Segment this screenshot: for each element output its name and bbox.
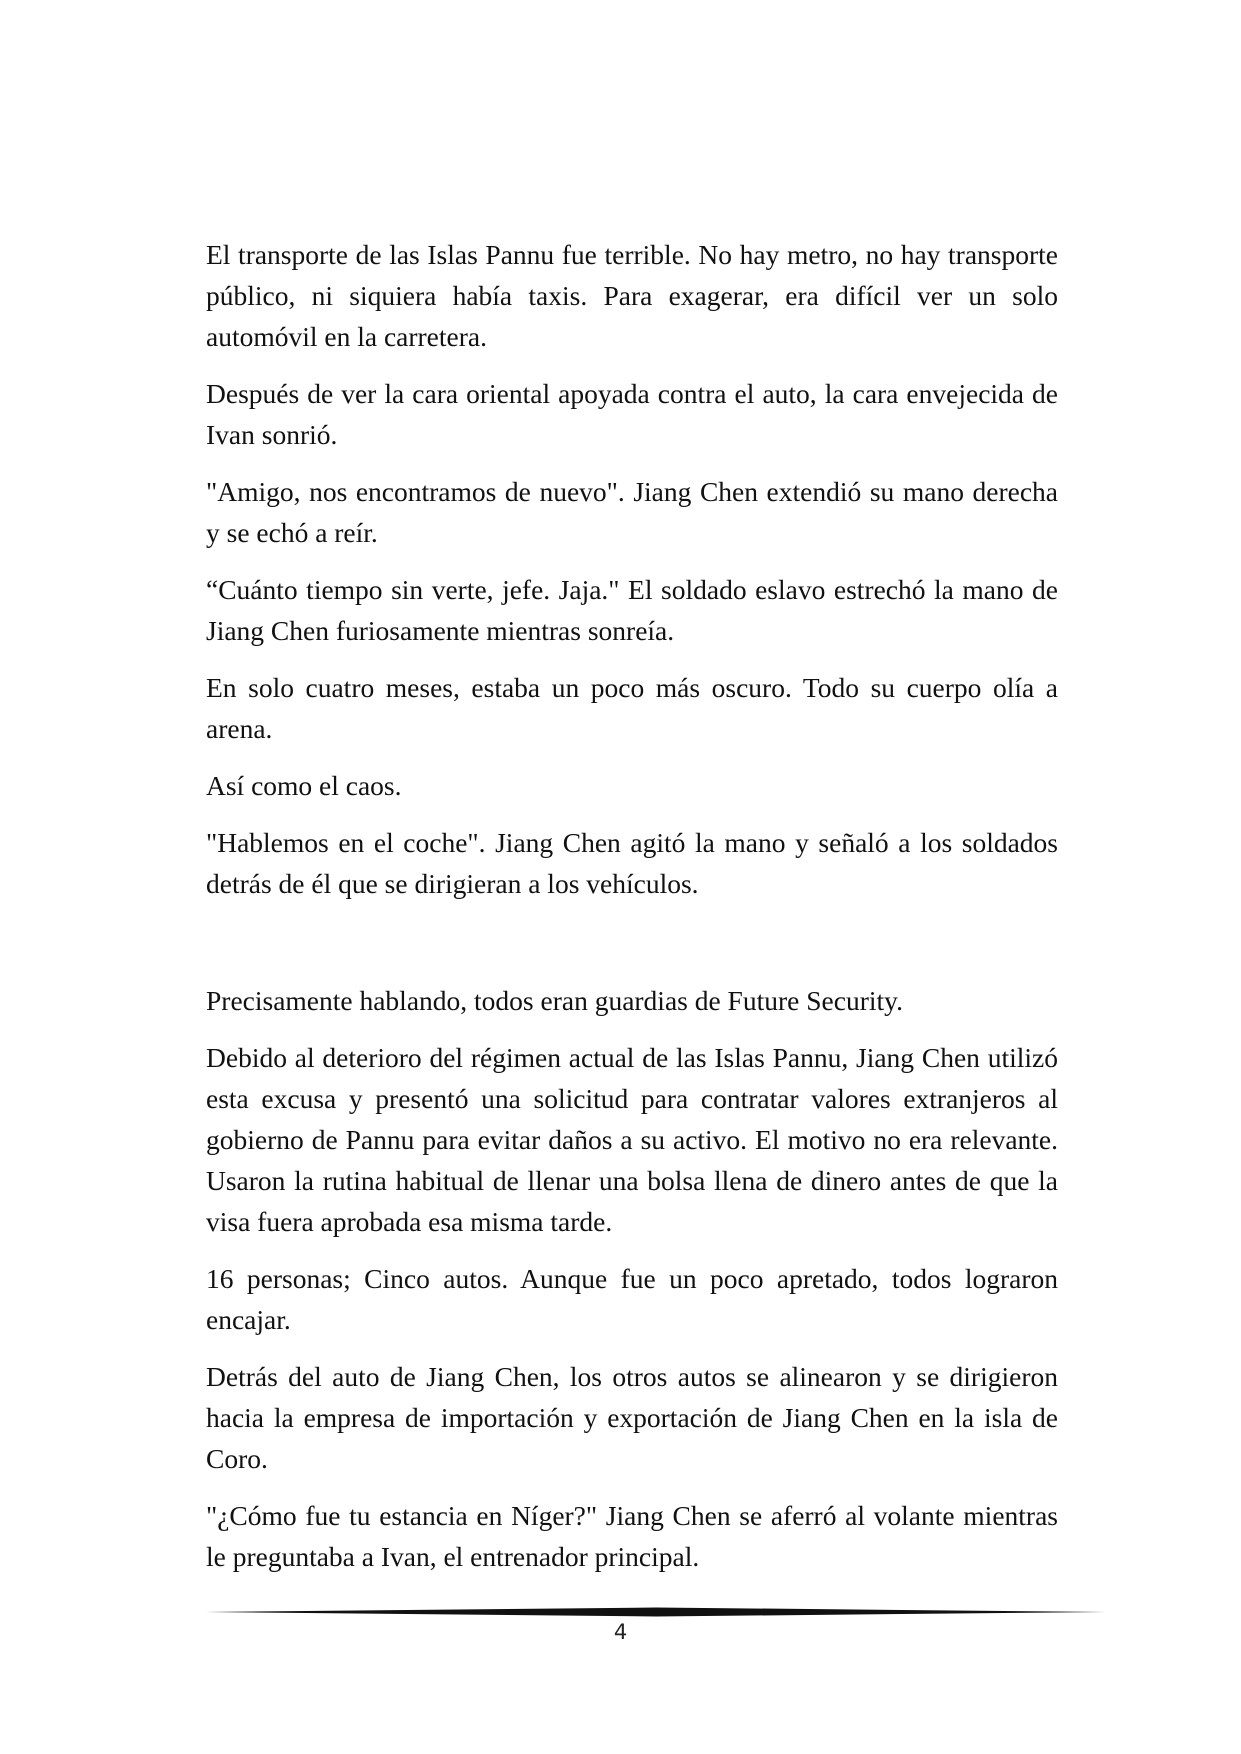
paragraph: El transporte de las Islas Pannu fue terrible. No hay metro, no hay transporte público, ni siquiera había taxis. Para exagerar, era difícil ver un solo automóvil en la carretera. [206, 239, 1058, 352]
paragraph: En solo cuatro meses, estaba un poco más oscuro. Todo su cuerpo olía a arena. [206, 672, 1058, 744]
paragraph: Detrás del auto de Jiang Chen, los otros autos se alinearon y se dirigieron hacia la empresa de importación y exportación de Jiang Chen en la isla de Coro. [206, 1361, 1058, 1474]
body-text-section-1 [206, 234, 1058, 920]
paragraph: Debido al deterioro del régimen actual de las Islas Pannu, Jiang Chen utilizó esta excusa y presentó una solicitud para contratar valores extranjeros al gobierno de Pannu para evitar daños a su activo. El motivo no era relevante. Usaron la rutina habitual de llenar una bolsa llena de dinero antes de que la visa fuera aprobada esa misma tarde. [206, 1042, 1058, 1237]
paragraph: "¿Cómo fue tu estancia en Níger?" Jiang Chen se aferró al volante mientras le preguntaba a Ivan, el entrenador principal. [206, 1500, 1058, 1572]
paragraph: 16 personas; Cinco autos. Aunque fue un poco apretado, todos lograron encajar. [206, 1263, 1058, 1335]
paragraph: "Hablemos en el coche". Jiang Chen agitó la mano y señaló a los soldados detrás de él que se dirigieran a los vehículos. [206, 827, 1058, 899]
paragraph: Después de ver la cara oriental apoyada contra el auto, la cara envejecida de Ivan sonrió. [206, 378, 1058, 450]
paragraph: Así como el caos. [206, 770, 402, 801]
paragraph: Precisamente hablando, todos eran guardias de Future Security. [206, 985, 903, 1016]
body-text-section-2 [206, 980, 1058, 1593]
footer-divider [206, 1606, 1106, 1618]
paragraph: "Amigo, nos encontramos de nuevo". Jiang Chen extendió su mano derecha y se echó a reír. [206, 476, 1058, 548]
paragraph: “Cuánto tiempo sin verte, jefe. Jaja." El soldado eslavo estrechó la mano de Jiang Chen furiosamente mientras sonreía. [206, 574, 1058, 646]
page-number: 4 [613, 1620, 628, 1644]
